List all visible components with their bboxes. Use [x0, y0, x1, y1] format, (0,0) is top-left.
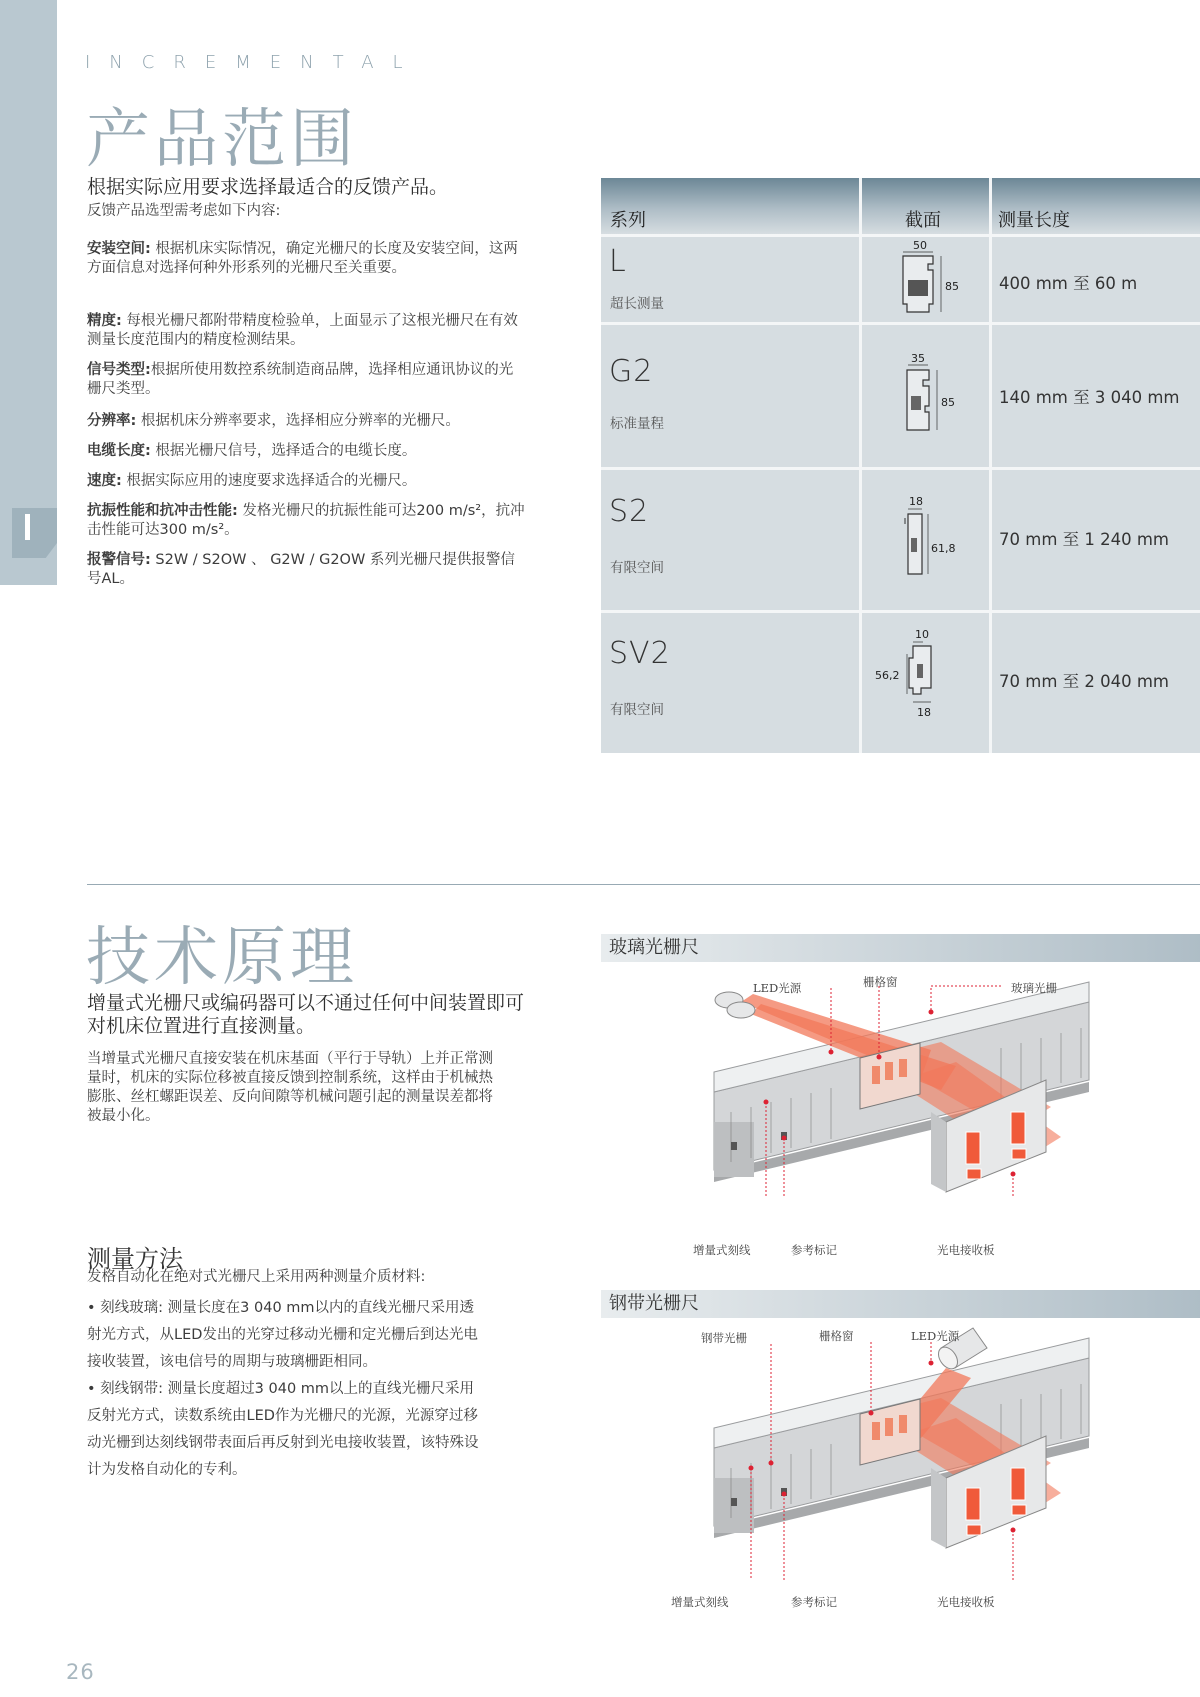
method-intro: 发格自动化在绝对式光栅尺上采用两种测量介质材料: [87, 1269, 426, 1285]
series-name: SV2 [609, 636, 671, 671]
item-text: 根据实际应用的速度要求选择适合的光栅尺。 [121, 473, 417, 489]
glass-scale-illustration [601, 962, 1200, 1262]
section-divider [87, 884, 1200, 885]
chapter-tab-glyph [25, 514, 30, 540]
item-text: 根据机床分辨率要求，选择相应分辨率的光栅尺。 [136, 413, 460, 429]
label-receiver: 光电接收板 [937, 1595, 995, 1609]
label-window: 栅格窗 [819, 1329, 854, 1343]
profile-l-icon [861, 238, 991, 320]
item-label: 精度: [87, 313, 122, 329]
kicker-label: INCREMENTAL [85, 52, 422, 73]
section-body: 当增量式光栅尺直接安装在机床基面（平行于导轨）上并正常测量时，机床的实际位移被直接反馈到控制系统，这样由于机械热膨胀、丝杠螺距误差、反向间隙等机械问题引起的测量误差都将被最小化。 [87, 1051, 493, 1124]
item-label: 抗振性能和抗冲击性能: [87, 503, 238, 519]
intro-item [87, 551, 527, 589]
dim-bottom: 18 [917, 706, 931, 719]
section-title: 技术原理 [86, 921, 358, 995]
label-receiver: 光电接收板 [937, 1243, 995, 1257]
glass-diagram-title: 玻璃光栅尺 [601, 934, 1200, 962]
dim-height: 85 [941, 396, 955, 409]
series-length: 400 mm 至 60 m [999, 274, 1138, 293]
header-series: 系列 [610, 210, 646, 231]
header-section: 截面 [905, 210, 941, 231]
label-reference: 参考标记 [791, 1243, 837, 1257]
dim-width: 50 [913, 239, 927, 252]
series-length: 140 mm 至 3 040 mm [999, 388, 1180, 407]
glass-scale-diagram [601, 962, 1200, 1262]
item-label: 电缆长度: [87, 443, 151, 459]
series-name: G2 [609, 354, 654, 389]
method-title: 测量方法 [87, 1245, 183, 1273]
label-graduation: 增量式刻线 [671, 1595, 729, 1609]
item-text: 根据机床实际情况，确定光栅尺的长度及安装空间，这两方面信息对选择何种外形系列的光栅尺至关重要。 [87, 241, 518, 276]
header-length: 测量长度 [998, 210, 1070, 231]
steel-scale-diagram [601, 1318, 1200, 1618]
side-bar [0, 0, 57, 585]
item-text: S2W / S2OW 、 G2W / G2OW 系列光栅尺提供报警信号AL。 [87, 552, 515, 587]
page-number: 26 [66, 1660, 95, 1684]
intro-lead: 根据实际应用要求选择最适合的反馈产品。 [87, 176, 449, 198]
dim-top: 10 [915, 628, 929, 641]
label-window: 栅格窗 [863, 975, 898, 989]
series-desc: 超长测量 [610, 296, 664, 312]
dim-height: 61,8 [931, 542, 956, 555]
page-title: 产品范围 [86, 103, 358, 177]
item-label: 安装空间: [87, 241, 151, 257]
profile-sv2-icon [861, 624, 991, 734]
label-scale: 玻璃光栅 [1011, 981, 1057, 995]
item-text: 根据所使用数控系统制造商品牌，选择相应通讯协议的光栅尺类型。 [87, 362, 514, 397]
method-item-steel: • 刻线钢带: 测量长度超过3 040 mm以上的直线光栅尺采用反射光方式，读数系统由LED作为光栅尺的光源，光源穿过移动光栅到达刻线钢带表面后再反射到光电接收装置，该特殊设计为发格自动化的专利。 [87, 1381, 479, 1478]
label-led: LED光源 [911, 1329, 960, 1343]
product-range-table [601, 178, 1200, 753]
item-label: 信号类型: [87, 362, 151, 378]
intro-item [87, 312, 527, 350]
item-label: 分辨率: [87, 413, 137, 429]
steel-scale-illustration [601, 1318, 1200, 1618]
dim-height: 85 [945, 280, 959, 293]
dim-height: 56,2 [875, 669, 900, 682]
profile-g2-icon [861, 350, 991, 450]
label-tape: 钢带光栅 [701, 1331, 747, 1345]
series-desc: 标准量程 [610, 416, 664, 432]
label-graduation: 增量式刻线 [693, 1243, 751, 1257]
series-name: L [609, 244, 627, 279]
item-text: 每根光栅尺都附带精度检验单，上面显示了这根光栅尺在有效测量长度范围内的精度检测结果。 [87, 313, 518, 348]
intro-item [87, 472, 527, 491]
intro-item [87, 412, 527, 431]
item-label: 报警信号: [87, 552, 151, 568]
series-length: 70 mm 至 2 040 mm [999, 672, 1170, 691]
series-desc: 有限空间 [610, 560, 664, 576]
profile-s2-icon [861, 494, 991, 594]
intro-item [87, 361, 527, 399]
table-header [601, 178, 1200, 234]
intro-sub: 反馈产品选型需考虑如下内容: [87, 203, 281, 219]
series-desc: 有限空间 [610, 702, 664, 718]
label-led: LED光源 [753, 981, 802, 995]
chapter-tab [12, 508, 57, 558]
steel-diagram-title: 钢带光栅尺 [601, 1290, 1200, 1318]
intro-item [87, 240, 527, 278]
dim-width: 18 [909, 495, 923, 508]
intro-item [87, 442, 527, 461]
dim-width: 35 [911, 352, 925, 365]
series-length: 70 mm 至 1 240 mm [999, 530, 1170, 549]
series-name: S2 [609, 494, 650, 529]
item-text: 根据光栅尺信号，选择适合的电缆长度。 [150, 443, 417, 459]
item-label: 速度: [87, 473, 122, 489]
item-text: 发格光栅尺的抗振性能可达200 m/s²，抗冲击性能可达300 m/s²。 [87, 503, 525, 538]
label-reference: 参考标记 [791, 1595, 837, 1609]
intro-item [87, 502, 527, 540]
method-item-glass: • 刻线玻璃: 测量长度在3 040 mm以内的直线光栅尺采用透射光方式，从LED发出的光穿过移动光栅和定光栅后到达光电接收装置，该电信号的周期与玻璃栅距相同。 [87, 1300, 478, 1370]
section-lead: 增量式光栅尺或编码器可以不通过任何中间装置即可对机床位置进行直接测量。 [87, 992, 525, 1037]
